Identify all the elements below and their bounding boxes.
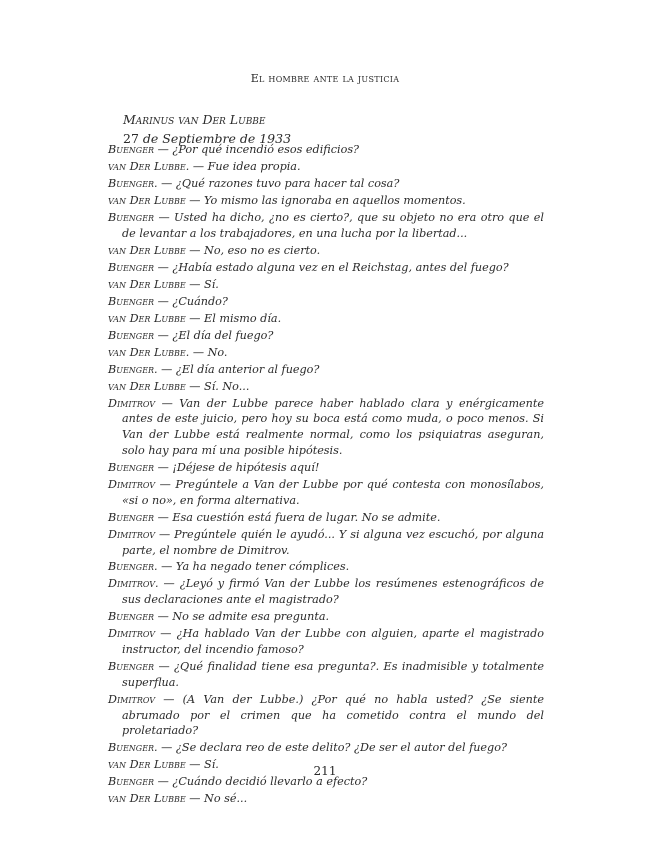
speaker-name: Dimitrov: [108, 627, 156, 641]
speaker-name: Buenger: [108, 660, 155, 674]
speaker-name: Buenger.: [108, 560, 158, 574]
speech-text: — Yo mismo las ignoraba en aquellos momentos.: [185, 193, 466, 207]
dialogue-line: [108, 510, 544, 526]
speaker-name: Dimitrov: [108, 396, 156, 410]
dialogue-line: [108, 311, 544, 327]
heading-date-day: 27: [123, 131, 139, 146]
speech-text: — ¿El día del fuego?: [154, 328, 274, 342]
dialogue-line: [108, 396, 544, 459]
speech-text: — Pregúntele quién le ayudó... Y si alguna vez escuchó, por alguna parte, el nombre de Dimitrov.: [122, 527, 544, 557]
speech-text: — ¿Qué finalidad tiene esa pregunta?. Es inadmisible y totalmente superflua.: [122, 660, 544, 689]
speech-text: — ¿El día anterior al fuego?: [157, 362, 320, 376]
speaker-name: Buenger: [108, 775, 155, 789]
dialogue-line: [108, 260, 544, 276]
speaker-name: Dimitrov: [108, 692, 156, 706]
speaker-name: Buenger: [108, 460, 155, 474]
dialogue-line: [108, 527, 544, 559]
speech-text: — ¿Por qué incendió esos edificios?: [154, 143, 360, 156]
dialogue-line: [108, 626, 544, 658]
speech-text: — Pregúntele a Van der Lubbe por qué contesta con monosílabos, «si o no», en forma alternativa.: [122, 477, 544, 507]
speech-text: — Sí. No...: [185, 379, 250, 393]
dialogue-line: [108, 659, 544, 691]
dialogue-line: [108, 328, 544, 344]
dialogue-line: [108, 159, 544, 175]
speech-text: — Fue idea propia.: [189, 159, 301, 173]
speaker-name: Buenger: [108, 294, 155, 308]
speaker-name: van Der Lubbe.: [108, 345, 190, 359]
dialogue-line: [108, 740, 544, 756]
speaker-name: Buenger.: [108, 176, 158, 190]
dialogue-line: [108, 791, 544, 807]
speech-text: — ¿Había estado alguna vez en el Reichstag, antes del fuego?: [154, 260, 509, 274]
speech-text: — ¿Cuándo decidió llevarlo a efecto?: [154, 775, 368, 789]
dialogue-line: [108, 345, 544, 361]
dialogue-line: [108, 460, 544, 476]
speaker-name: van Der Lubbe: [108, 758, 186, 772]
running-head: El hombre ante la justicia: [250, 72, 400, 85]
speech-text: — Van der Lubbe parece haber hablado clara y enérgicamente antes de este juicio, pero hoy su boca está como muda, o poco menos. Si Van der Lubbe está realmente normal, como los psiquiatras aseguran, solo hay para mí una posible hipótesis.: [122, 396, 544, 457]
dialogue-line: [108, 559, 544, 575]
speaker-name: Buenger: [108, 143, 155, 156]
speaker-name: van Der Lubbe.: [108, 159, 190, 173]
speech-text: — ¿Leyó y firmó Van der Lubbe los resúmenes estenográficos de sus declaraciones ante el magistrado?: [122, 577, 544, 607]
speech-text: — (A Van der Lubbe.) ¿Por qué no habla usted? ¿Se siente abrumado por el crimen que ha cometido contra el mundo del proletariado?: [122, 692, 544, 738]
dialogue-line: [108, 692, 544, 739]
dialogue-line: [108, 277, 544, 293]
speaker-name: Buenger.: [108, 362, 158, 376]
speaker-name: Buenger: [108, 260, 155, 274]
speaker-name: van Der Lubbe: [108, 311, 186, 325]
speaker-name: Buenger: [108, 510, 155, 524]
speech-text: — ¿Se declara reo de este delito? ¿De ser el autor del fuego?: [157, 741, 507, 755]
speaker-name: Buenger: [108, 210, 155, 224]
speaker-name: Buenger: [108, 610, 155, 624]
speech-text: — No sé...: [185, 792, 248, 806]
speaker-name: van Der Lubbe: [108, 379, 186, 393]
speaker-name: van Der Lubbe: [108, 277, 186, 291]
dialogue-transcript: [108, 142, 544, 808]
dialogue-line: [108, 176, 544, 192]
speaker-name: van Der Lubbe: [108, 193, 186, 207]
speaker-name: van Der Lubbe: [108, 792, 186, 806]
speech-text: — ¿Cuándo?: [154, 294, 228, 308]
speech-text: — Sí.: [185, 277, 219, 291]
dialogue-line: [108, 243, 544, 259]
speaker-name: van Der Lubbe: [108, 243, 186, 257]
dialogue-line: [108, 210, 544, 242]
speech-text: — Esa cuestión está fuera de lugar. No se admite.: [154, 510, 441, 524]
page-number: 211: [313, 764, 337, 778]
speech-text: — ¿Qué razones tuvo para hacer tal cosa?: [157, 176, 400, 190]
speaker-name: Dimitrov.: [108, 577, 159, 591]
speaker-name: Dimitrov: [108, 477, 156, 491]
dialogue-line: [108, 609, 544, 625]
dialogue-line: [108, 362, 544, 378]
speech-text: — No.: [189, 345, 228, 359]
speaker-name: Buenger.: [108, 741, 158, 755]
dialogue-line: [108, 379, 544, 395]
speech-text: — El mismo día.: [185, 311, 282, 325]
dialogue-line: [108, 193, 544, 209]
speech-text: — No, eso no es cierto.: [185, 243, 321, 257]
dialogue-line: [108, 142, 544, 158]
speech-text: — ¿Ha hablado Van der Lubbe con alguien, aparte el magistrado instructor, del incendio famoso?: [122, 627, 544, 657]
speech-text: — Usted ha dicho, ¿no es cierto?, que su objeto no era otro que el de levantar a los trabajadores, en una lucha por la libertad...: [122, 210, 544, 240]
speech-text: — Sí.: [185, 758, 219, 772]
heading-date-rest: de Septiembre de 1933: [138, 131, 292, 146]
speech-text: — No se admite esa pregunta.: [154, 610, 330, 624]
speaker-name: Buenger: [108, 328, 155, 342]
dialogue-line: [108, 576, 544, 608]
speaker-name: Dimitrov: [108, 527, 156, 541]
dialogue-line: [108, 294, 544, 310]
heading-name: Marinus van Der Lubbe: [123, 112, 266, 127]
speech-text: — Ya ha negado tener cómplices.: [157, 560, 350, 574]
speech-text: — ¡Déjese de hipótesis aquí!: [154, 460, 320, 474]
dialogue-line: [108, 477, 544, 509]
